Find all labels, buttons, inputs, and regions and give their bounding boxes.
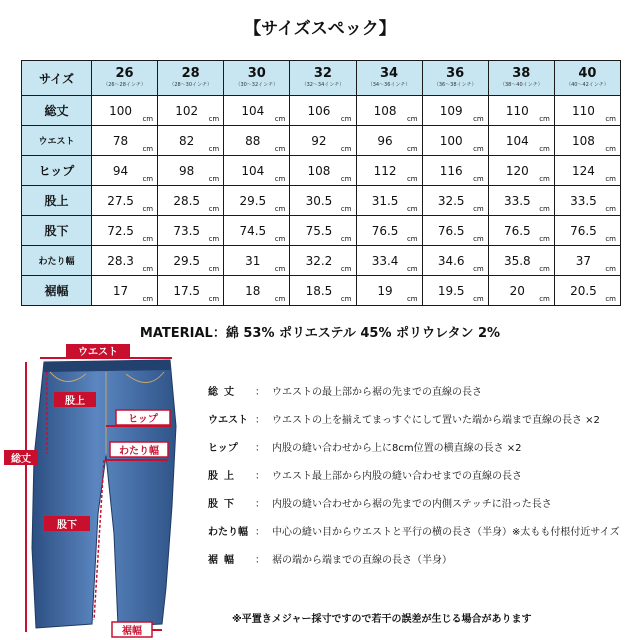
spec-value-cell xyxy=(488,216,554,246)
definition-row xyxy=(208,523,638,551)
material-composition: MATERIAL：綿 53% ポリエステル 45% ポリウレタン 2% xyxy=(139,326,501,341)
size-inch-range: （32～34インチ） xyxy=(301,82,345,88)
spec-value: 33.5 xyxy=(570,193,597,208)
spec-value: 104 xyxy=(505,133,529,148)
spec-value-cell xyxy=(290,216,356,246)
spec-value-cell xyxy=(158,126,224,156)
spec-unit: cm xyxy=(340,235,352,243)
spec-value: 32.2 xyxy=(305,253,333,268)
size-header-cell xyxy=(92,61,158,96)
definition-row xyxy=(208,439,638,467)
spec-value: 78 xyxy=(112,133,129,148)
jeans-measurement-diagram xyxy=(0,338,200,640)
spec-value-cell xyxy=(290,186,356,216)
definition-label: 裾幅 xyxy=(208,555,240,566)
definition-colon: ： xyxy=(255,499,265,510)
spec-unit: cm xyxy=(406,235,418,243)
spec-value-cell xyxy=(488,276,554,306)
spec-value: 76.5 xyxy=(437,223,465,238)
spec-unit: cm xyxy=(274,235,286,243)
spec-value-cell xyxy=(422,216,488,246)
definition-text: ウエスト最上部から内股の縫い合わせまでの直線の長さ xyxy=(272,471,522,482)
spec-unit: cm xyxy=(274,205,286,213)
spec-value-cell xyxy=(356,96,422,126)
spec-value-cell xyxy=(92,186,158,216)
spec-row-label: ヒップ xyxy=(22,156,92,186)
spec-value-cell xyxy=(224,276,290,306)
spec-unit: cm xyxy=(605,295,616,303)
length-tag-label: 総丈 xyxy=(11,454,31,465)
spec-value-cell xyxy=(224,126,290,156)
size-value: 28 xyxy=(181,66,200,81)
spec-unit: cm xyxy=(208,175,220,183)
spec-value: 74.5 xyxy=(239,223,267,238)
definition-row xyxy=(208,411,638,439)
spec-value-cell xyxy=(92,156,158,186)
spec-row xyxy=(22,156,621,186)
spec-unit: cm xyxy=(539,235,550,243)
spec-unit: cm xyxy=(208,235,220,243)
spec-unit: cm xyxy=(274,295,286,303)
spec-value-cell xyxy=(488,96,554,126)
spec-value-cell xyxy=(554,186,620,216)
size-inch-range: （38～40インチ） xyxy=(499,82,543,88)
spec-unit: cm xyxy=(539,145,550,153)
spec-value-cell xyxy=(356,216,422,246)
spec-value: 33.5 xyxy=(503,193,531,208)
spec-unit: cm xyxy=(208,115,220,123)
page-title: 【サイズスペック】 xyxy=(244,19,396,39)
spec-value: 98 xyxy=(179,163,195,178)
size-value: 30 xyxy=(247,66,266,81)
spec-value: 28.3 xyxy=(107,253,134,268)
spec-unit: cm xyxy=(473,115,484,123)
spec-value-cell xyxy=(290,126,356,156)
spec-unit: cm xyxy=(274,175,286,183)
spec-value-cell xyxy=(356,246,422,276)
definition-colon: ： xyxy=(255,415,265,426)
spec-unit: cm xyxy=(274,115,286,123)
spec-row-label: わたり幅 xyxy=(22,246,92,276)
spec-row xyxy=(22,216,621,246)
spec-value-cell xyxy=(422,276,488,306)
spec-value: 34.6 xyxy=(437,253,465,268)
spec-value: 120 xyxy=(505,163,529,178)
spec-unit: cm xyxy=(539,205,550,213)
spec-value: 92 xyxy=(311,133,327,148)
spec-value-cell xyxy=(554,156,620,186)
spec-value: 102 xyxy=(175,103,199,118)
spec-value-cell xyxy=(158,276,224,306)
spec-value: 29.5 xyxy=(239,193,267,208)
spec-value: 18.5 xyxy=(305,283,333,298)
definition-colon: ： xyxy=(255,387,265,398)
spec-value-cell xyxy=(422,246,488,276)
spec-value-cell xyxy=(224,156,290,186)
spec-unit: cm xyxy=(605,205,616,213)
size-header-cell xyxy=(290,61,356,96)
spec-value: 110 xyxy=(505,103,529,118)
spec-value: 94 xyxy=(112,163,129,178)
definition-text: 中心の縫い目からウエストと平行の横の長さ（半身）※太もも付根付近サイズ xyxy=(272,527,620,538)
spec-value: 116 xyxy=(439,163,463,178)
spec-value-cell xyxy=(92,96,158,126)
spec-unit: cm xyxy=(539,265,550,273)
spec-value-cell xyxy=(92,246,158,276)
definition-label: 股下 xyxy=(208,499,240,510)
spec-unit: cm xyxy=(208,205,220,213)
spec-value-cell xyxy=(158,186,224,216)
definition-row xyxy=(208,551,638,579)
size-corner-label: サイズ xyxy=(22,61,92,96)
spec-value: 104 xyxy=(241,163,265,178)
spec-unit: cm xyxy=(473,235,484,243)
spec-value-cell xyxy=(290,276,356,306)
size-header-cell xyxy=(554,61,620,96)
spec-value: 82 xyxy=(179,133,195,148)
measurement-definitions xyxy=(208,383,638,579)
spec-unit: cm xyxy=(406,115,418,123)
definition-label: わたり幅 xyxy=(208,527,248,538)
spec-unit: cm xyxy=(473,175,484,183)
spec-value-cell xyxy=(290,246,356,276)
spec-value: 100 xyxy=(109,103,133,118)
spec-unit: cm xyxy=(340,205,352,213)
spec-value-cell xyxy=(290,96,356,126)
spec-value: 29.5 xyxy=(173,253,201,268)
size-header-cell xyxy=(158,61,224,96)
spec-value-cell xyxy=(356,126,422,156)
size-header-row xyxy=(22,61,621,96)
spec-value-cell xyxy=(92,276,158,306)
spec-value: 110 xyxy=(571,103,595,118)
spec-row-label: 股上 xyxy=(22,186,92,216)
spec-unit: cm xyxy=(142,295,154,303)
spec-value: 20 xyxy=(509,283,525,298)
spec-value-cell xyxy=(488,186,554,216)
definition-row xyxy=(208,467,638,495)
definition-text: 内股の縫い合わせから裾の先までの内側ステッチに沿った長さ xyxy=(272,499,552,510)
size-value: 36 xyxy=(446,66,465,81)
spec-value-cell xyxy=(356,186,422,216)
spec-value: 28.5 xyxy=(173,193,201,208)
spec-value-cell xyxy=(554,246,620,276)
spec-value: 30.5 xyxy=(305,193,333,208)
spec-value-cell xyxy=(422,186,488,216)
spec-unit: cm xyxy=(539,175,550,183)
size-inch-range: （28～30インチ） xyxy=(169,82,213,88)
spec-value-cell xyxy=(224,246,290,276)
spec-value-cell xyxy=(158,156,224,186)
spec-value: 100 xyxy=(439,133,463,148)
definition-label: ウエスト xyxy=(208,415,248,426)
spec-value: 104 xyxy=(241,103,265,118)
size-header-cell xyxy=(488,61,554,96)
waistband xyxy=(44,360,171,372)
spec-unit: cm xyxy=(605,175,616,183)
spec-value: 32.5 xyxy=(437,193,465,208)
spec-value: 33.4 xyxy=(371,253,399,268)
spec-unit: cm xyxy=(406,175,418,183)
spec-value: 108 xyxy=(307,163,331,178)
definition-text: 内股の縫い合わせから上に8cm位置の横直線の長さ ×2 xyxy=(272,443,522,454)
definition-label: 股上 xyxy=(208,471,240,482)
spec-value-cell xyxy=(158,216,224,246)
hem-tag-label: 裾幅 xyxy=(122,626,142,637)
spec-value: 27.5 xyxy=(107,193,134,208)
size-value: 34 xyxy=(380,66,399,81)
spec-unit: cm xyxy=(605,115,616,123)
spec-unit: cm xyxy=(406,205,418,213)
spec-value-cell xyxy=(356,276,422,306)
spec-value-cell xyxy=(422,126,488,156)
spec-unit: cm xyxy=(605,265,616,273)
inseam-tag-label: 股下 xyxy=(57,520,77,531)
hip-tag-label: ヒップ xyxy=(128,414,158,425)
spec-value-cell xyxy=(488,246,554,276)
spec-value-cell xyxy=(224,96,290,126)
size-inch-range: （30～32インチ） xyxy=(235,82,279,88)
spec-value: 19 xyxy=(377,283,393,298)
size-value: 26 xyxy=(115,66,134,81)
definition-colon: ： xyxy=(255,471,265,482)
jeans-body xyxy=(32,360,176,628)
spec-value: 124 xyxy=(571,163,595,178)
spec-row xyxy=(22,186,621,216)
spec-value: 37 xyxy=(575,253,592,268)
spec-value: 96 xyxy=(377,133,393,148)
definition-label: ヒップ xyxy=(208,443,238,454)
spec-unit: cm xyxy=(605,235,616,243)
definition-colon: ： xyxy=(255,527,265,538)
size-inch-range: （40～42インチ） xyxy=(566,82,609,88)
spec-unit: cm xyxy=(539,295,550,303)
definition-row xyxy=(208,383,638,411)
spec-value-cell xyxy=(554,276,620,306)
spec-value: 73.5 xyxy=(173,223,201,238)
spec-unit: cm xyxy=(340,295,352,303)
spec-unit: cm xyxy=(539,115,550,123)
spec-row xyxy=(22,246,621,276)
size-header-cell xyxy=(422,61,488,96)
spec-value-cell xyxy=(224,186,290,216)
spec-value: 72.5 xyxy=(107,223,134,238)
spec-value: 31 xyxy=(245,253,261,268)
definition-text: ウエストの最上部から裾の先までの直線の長さ xyxy=(272,387,482,398)
spec-value-cell xyxy=(290,156,356,186)
spec-value: 75.5 xyxy=(305,223,333,238)
spec-value-cell xyxy=(422,156,488,186)
spec-value-cell xyxy=(158,246,224,276)
spec-value: 112 xyxy=(373,163,397,178)
spec-value: 106 xyxy=(307,103,331,118)
spec-unit: cm xyxy=(406,265,418,273)
definition-text: ウエストの上を揃えてまっすぐにして置いた端から端まで直線の長さ ×2 xyxy=(272,415,600,426)
size-spec-table xyxy=(21,60,621,306)
spec-unit: cm xyxy=(473,145,484,153)
spec-unit: cm xyxy=(340,265,352,273)
spec-value-cell xyxy=(92,126,158,156)
measurement-note: ※平置きメジャー採寸ですので若干の誤差が生じる場合があります xyxy=(232,614,532,625)
spec-value: 20.5 xyxy=(570,283,597,298)
spec-row-label: 裾幅 xyxy=(22,276,92,306)
spec-unit: cm xyxy=(473,265,484,273)
spec-unit: cm xyxy=(406,145,418,153)
definition-colon: ： xyxy=(255,555,265,566)
spec-unit: cm xyxy=(274,145,286,153)
spec-value-cell xyxy=(92,216,158,246)
spec-unit: cm xyxy=(406,295,418,303)
size-inch-range: （34～36インチ） xyxy=(367,82,411,88)
spec-unit: cm xyxy=(142,115,154,123)
size-header-cell xyxy=(356,61,422,96)
spec-unit: cm xyxy=(142,205,154,213)
definition-label: 総丈 xyxy=(208,387,240,398)
spec-value-cell xyxy=(422,96,488,126)
spec-unit: cm xyxy=(340,175,352,183)
spec-value: 76.5 xyxy=(503,223,531,238)
waist-tag-label: ウエスト xyxy=(78,347,118,358)
spec-unit: cm xyxy=(142,265,154,273)
spec-unit: cm xyxy=(208,265,220,273)
spec-value-cell xyxy=(554,96,620,126)
definition-text: 裾の端から端までの直線の長さ（半身） xyxy=(272,555,452,566)
spec-value: 76.5 xyxy=(570,223,597,238)
spec-value: 17.5 xyxy=(173,283,201,298)
spec-unit: cm xyxy=(142,145,154,153)
spec-row-label: 股下 xyxy=(22,216,92,246)
spec-unit: cm xyxy=(340,145,352,153)
spec-value: 17 xyxy=(112,283,129,298)
spec-value: 88 xyxy=(245,133,261,148)
spec-value: 109 xyxy=(439,103,463,118)
spec-value-cell xyxy=(158,96,224,126)
spec-unit: cm xyxy=(473,295,484,303)
spec-value-cell xyxy=(554,216,620,246)
size-header-cell xyxy=(224,61,290,96)
size-value: 32 xyxy=(313,66,332,81)
spec-value: 35.8 xyxy=(503,253,531,268)
spec-unit: cm xyxy=(208,145,220,153)
spec-value-cell xyxy=(554,126,620,156)
spec-value-cell xyxy=(488,156,554,186)
spec-unit: cm xyxy=(274,265,286,273)
definition-colon: ： xyxy=(255,443,265,454)
spec-value: 108 xyxy=(373,103,397,118)
spec-unit: cm xyxy=(142,175,154,183)
spec-value: 31.5 xyxy=(371,193,399,208)
size-value: 40 xyxy=(578,66,597,81)
spec-value-cell xyxy=(224,216,290,246)
spec-unit: cm xyxy=(473,205,484,213)
rise-tag-label: 股上 xyxy=(65,396,85,407)
thigh-tag-label: わたり幅 xyxy=(119,446,159,457)
spec-unit: cm xyxy=(142,235,154,243)
spec-value: 108 xyxy=(571,133,595,148)
size-value: 38 xyxy=(512,66,531,81)
size-inch-range: （36～38インチ） xyxy=(433,82,477,88)
spec-value: 18 xyxy=(245,283,261,298)
spec-unit: cm xyxy=(208,295,220,303)
spec-row xyxy=(22,96,621,126)
spec-row xyxy=(22,276,621,306)
spec-row xyxy=(22,126,621,156)
definition-row xyxy=(208,495,638,523)
spec-unit: cm xyxy=(605,145,616,153)
spec-row-label: ウエスト xyxy=(22,126,92,156)
spec-value: 19.5 xyxy=(437,283,465,298)
spec-row-label: 総丈 xyxy=(22,96,92,126)
spec-value-cell xyxy=(356,156,422,186)
spec-value-cell xyxy=(488,126,554,156)
spec-unit: cm xyxy=(340,115,352,123)
spec-value: 76.5 xyxy=(371,223,399,238)
size-inch-range: （26～28インチ） xyxy=(103,82,146,88)
